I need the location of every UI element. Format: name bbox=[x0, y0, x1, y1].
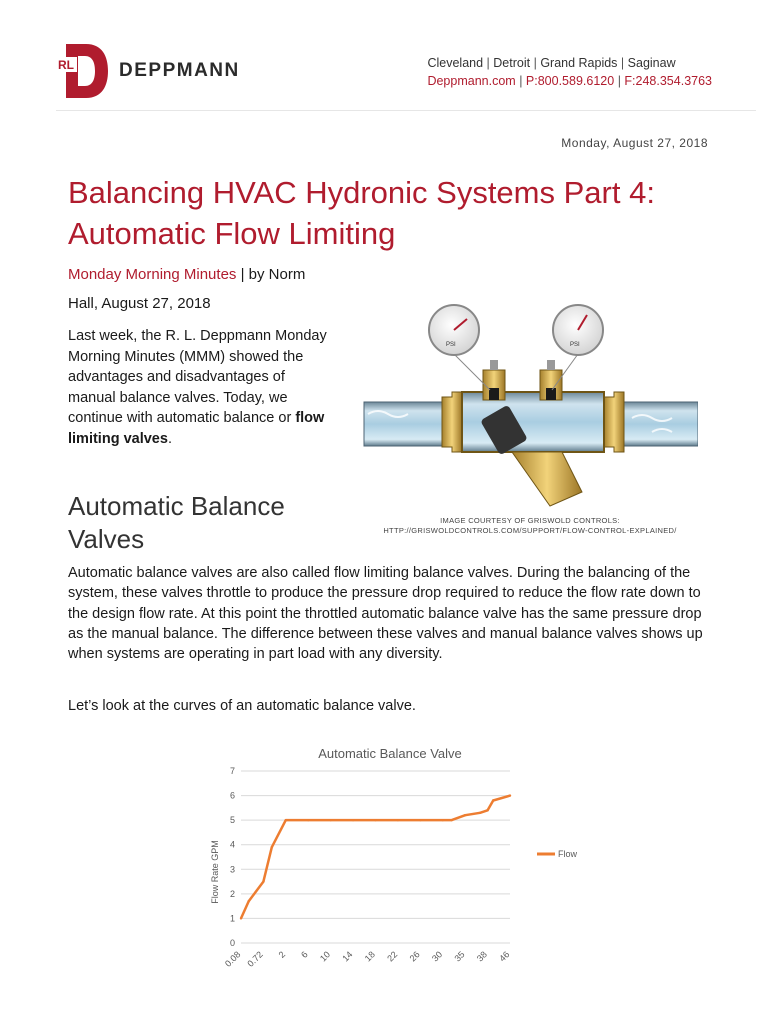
contact-info bbox=[427, 54, 712, 90]
city-cleveland: Cleveland bbox=[427, 56, 484, 70]
city-saginaw: Saginaw bbox=[627, 56, 676, 70]
caption-line-1: IMAGE COURTESY OF GRISWOLD CONTROLS: bbox=[440, 516, 620, 525]
data-point bbox=[374, 819, 376, 821]
x-tick-label: 30 bbox=[430, 949, 445, 964]
byline bbox=[68, 265, 305, 285]
office-cities: Cleveland | Detroit | Grand Rapids | Saginaw bbox=[427, 56, 676, 70]
data-point bbox=[240, 917, 242, 919]
y-tick-label: 4 bbox=[229, 839, 235, 850]
data-point bbox=[329, 819, 331, 821]
data-point bbox=[285, 819, 287, 821]
intro-end: . bbox=[167, 430, 172, 447]
rl-logo-mark bbox=[56, 44, 110, 98]
y-tick-label: 6 bbox=[229, 790, 235, 801]
intro-paragraph bbox=[68, 326, 328, 449]
right-gauge-label: PSI bbox=[570, 342, 580, 348]
series-link[interactable]: Monday Morning Minutes bbox=[68, 266, 237, 283]
y-tick-label: 3 bbox=[229, 864, 235, 875]
phone-number[interactable]: P:800.589.6120 bbox=[525, 74, 615, 88]
caption-line-2[interactable]: HTTP://GRISWOLDCONTROLS.COM/SUPPORT/FLOW-CONTROL-EXPLAINED/ bbox=[383, 526, 677, 535]
data-point bbox=[492, 799, 494, 801]
header-divider bbox=[56, 110, 756, 111]
y-tick-label: 2 bbox=[229, 888, 235, 899]
data-point bbox=[307, 819, 309, 821]
y-tick-label: 0 bbox=[229, 938, 235, 948]
x-tick-label: 2 bbox=[276, 949, 288, 960]
x-tick-label: 38 bbox=[474, 949, 489, 964]
left-gauge-label: PSI bbox=[446, 342, 456, 348]
series-line-flow bbox=[241, 796, 510, 919]
x-tick-label: 46 bbox=[497, 949, 512, 964]
data-point bbox=[248, 900, 250, 902]
section-heading: Automatic Balance Valves bbox=[68, 491, 285, 554]
intro-text: Last week, the R. L. Deppmann Monday Morning Minutes (MMM) showed the advantages and disadvantages of manual balance valves. Today, we continue with automatic balance or bbox=[68, 328, 327, 426]
legend-flow-label: Flow bbox=[558, 849, 578, 859]
x-tick-label: 18 bbox=[362, 949, 377, 964]
x-tick-label: 0.08 bbox=[222, 949, 243, 969]
data-point bbox=[509, 794, 511, 796]
data-point bbox=[397, 819, 399, 821]
data-point bbox=[486, 809, 488, 811]
data-point bbox=[479, 812, 481, 814]
intro-bold-term: flow limiting valves bbox=[68, 410, 325, 447]
article-title: Balancing HVAC Hydronic Systems Part 4: Automatic Flow Limiting bbox=[68, 175, 655, 251]
data-point bbox=[442, 819, 444, 821]
chart-title: Automatic Balance Valve bbox=[318, 746, 462, 761]
logo-wordmark: DEPPMANN bbox=[119, 60, 240, 81]
deppmann-logo[interactable] bbox=[56, 44, 240, 98]
x-tick-label: 35 bbox=[452, 949, 467, 964]
logo-mark-text: RL bbox=[58, 58, 74, 72]
figure-caption bbox=[380, 516, 680, 536]
body-paragraph: Automatic balance valves are also called flow limiting balance valves. During the balancing of the system, these valves throttle to produce the pressure drop required to reduce the flow rate down to the design flow rate. At this point the throttled automatic balance valve has the same pressure drop as the manual balance. The difference between these valves and manual balance valves shows up when systems are operating in part load with any diversity. bbox=[68, 565, 703, 663]
y-tick-label: 5 bbox=[229, 815, 235, 826]
body-paragraph-2: Let’s look at the curves of an automatic balance valve. bbox=[68, 698, 416, 714]
y-tick-label: 1 bbox=[229, 913, 235, 924]
contact-numbers: Deppmann.com | P:800.589.6120 | F:248.354.3763 bbox=[427, 74, 712, 88]
x-tick-label: 22 bbox=[385, 949, 400, 964]
data-point bbox=[419, 819, 421, 821]
website-link[interactable]: Deppmann.com bbox=[427, 74, 516, 88]
fax-number: F:248.354.3763 bbox=[624, 74, 712, 88]
x-tick-label: 26 bbox=[407, 949, 422, 964]
flow-chart bbox=[192, 736, 588, 976]
valve-illustration bbox=[362, 302, 698, 517]
x-tick-label: 6 bbox=[299, 949, 310, 960]
data-point bbox=[451, 819, 453, 821]
chart-y-axis-label: Flow Rate GPM bbox=[210, 840, 220, 904]
data-point bbox=[352, 819, 354, 821]
x-tick-label: 10 bbox=[317, 949, 333, 964]
site-header bbox=[0, 0, 768, 110]
data-point bbox=[464, 814, 466, 816]
article-date: Monday, August 27, 2018 bbox=[561, 136, 708, 150]
x-tick-label: 14 bbox=[340, 949, 355, 964]
byline-date: Hall, August 27, 2018 bbox=[68, 295, 211, 312]
city-grand-rapids: Grand Rapids bbox=[540, 56, 618, 70]
x-tick-label: 0.72 bbox=[245, 949, 265, 969]
y-tick-label: 7 bbox=[229, 766, 235, 776]
data-point bbox=[271, 846, 273, 848]
data-point bbox=[262, 880, 264, 882]
byline-author: | by Norm bbox=[236, 266, 306, 283]
city-detroit: Detroit bbox=[493, 56, 531, 70]
